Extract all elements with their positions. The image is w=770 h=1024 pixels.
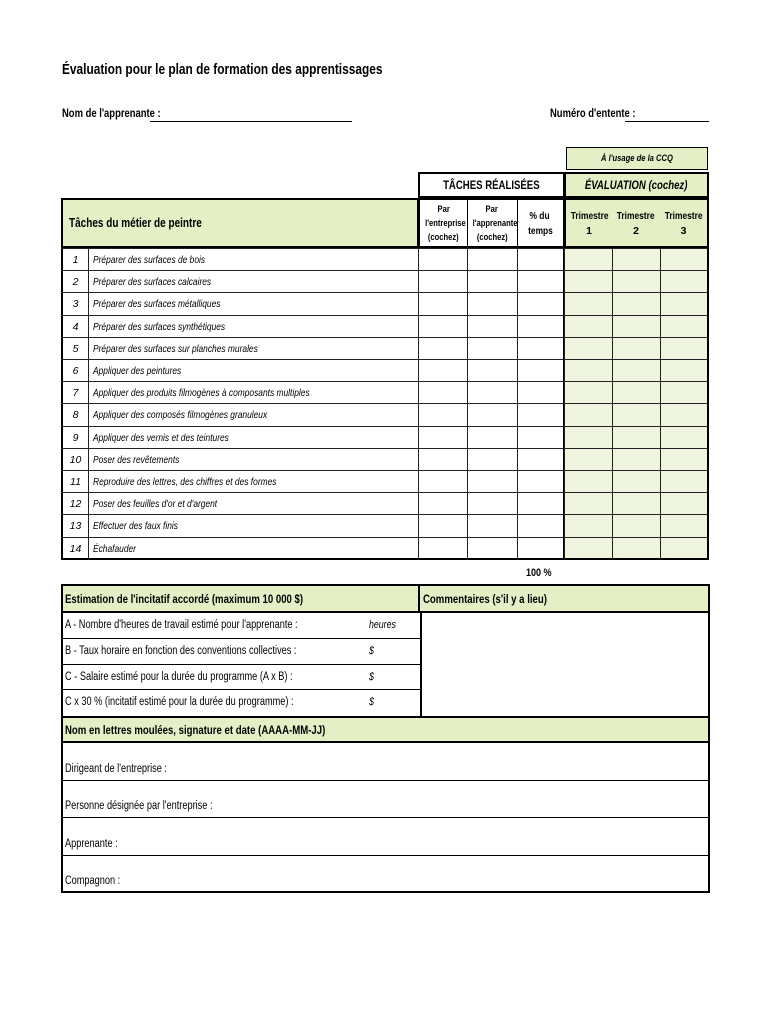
cell-quarter-2[interactable] (612, 292, 661, 315)
incentive-line-unit: $ (369, 644, 374, 657)
row-number (61, 381, 89, 404)
cell-quarter-3[interactable] (660, 403, 709, 426)
cell-by-company[interactable] (418, 448, 468, 471)
completed-tasks-header: TÂCHES RÉALISÉES (418, 172, 565, 198)
row-number-text: 14 (69, 542, 82, 555)
cell-by-apprentice[interactable] (467, 403, 518, 426)
incentive-line[interactable] (63, 639, 420, 665)
row-task-text: Appliquer des vernis et des teintures (93, 431, 229, 444)
signature-line[interactable] (63, 818, 708, 856)
signature-line[interactable] (63, 781, 708, 819)
cell-quarter-3[interactable] (660, 270, 709, 293)
cell-by-apprentice[interactable] (467, 337, 518, 360)
cell-time-percent[interactable] (517, 403, 565, 426)
incentive-line-unit: $ (369, 670, 374, 683)
cell-by-company[interactable] (418, 426, 468, 449)
row-task-text: Appliquer des produits filmogènes à composants multiples (93, 387, 310, 400)
cell-quarter-2[interactable] (612, 381, 661, 404)
row-number-text: 3 (72, 298, 79, 311)
signature-line[interactable] (63, 743, 708, 781)
cell-by-apprentice[interactable] (467, 470, 518, 493)
quarter-1-header: Trimestre 1 (564, 198, 613, 248)
cell-quarter-2[interactable] (612, 248, 661, 271)
cell-time-percent[interactable] (517, 315, 565, 338)
cell-quarter-1[interactable] (564, 403, 613, 426)
signature-line-label: Apprenante : (65, 837, 118, 850)
quarter-2-header: Trimestre 2 (612, 198, 661, 248)
row-number (61, 337, 89, 360)
row-number-text: 6 (72, 365, 79, 377)
cell-quarter-3[interactable] (660, 337, 709, 360)
row-task (88, 359, 419, 382)
incentive-line-unit: $ (369, 696, 374, 709)
row-number-text: 12 (69, 498, 82, 511)
cell-quarter-2[interactable] (612, 337, 661, 360)
row-task (88, 514, 419, 537)
row-task-text: Appliquer des peintures (93, 365, 182, 377)
cell-time-percent[interactable] (517, 470, 565, 493)
cell-quarter-3[interactable] (660, 492, 709, 515)
cell-by-apprentice[interactable] (467, 359, 518, 382)
cell-quarter-3[interactable] (660, 448, 709, 471)
evaluation-header: ÉVALUATION (cochez) (564, 172, 709, 198)
cell-by-company[interactable] (418, 270, 468, 293)
row-task-text: Poser des feuilles d'or et d'argent (93, 498, 218, 511)
row-number (61, 448, 89, 471)
incentive-line[interactable] (63, 665, 420, 691)
row-task (88, 292, 419, 315)
row-task (88, 270, 419, 293)
cell-by-apprentice[interactable] (467, 292, 518, 315)
cell-quarter-1[interactable] (564, 315, 613, 338)
row-number-text: 13 (69, 520, 82, 533)
row-number (61, 426, 89, 449)
row-number-text: 10 (69, 453, 82, 466)
cell-quarter-1[interactable] (564, 292, 613, 315)
cell-time-percent[interactable] (517, 292, 565, 315)
incentive-line-unit: heures (369, 619, 396, 631)
apprentice-name-field[interactable] (150, 121, 352, 122)
cell-by-company[interactable] (418, 470, 468, 493)
cell-quarter-1[interactable] (564, 448, 613, 471)
cell-by-apprentice[interactable] (467, 492, 518, 515)
incentive-line[interactable] (63, 690, 420, 716)
cell-by-apprentice[interactable] (467, 426, 518, 449)
cell-by-company[interactable] (418, 381, 468, 404)
tasks-column-header: Tâches du métier de peintre (61, 198, 419, 248)
agreement-number-field[interactable] (625, 121, 709, 122)
row-task (88, 470, 419, 493)
row-task-text: Poser des revêtements (93, 453, 180, 466)
row-number (61, 537, 89, 560)
row-task (88, 381, 419, 404)
cell-quarter-2[interactable] (612, 470, 661, 493)
cell-quarter-1[interactable] (564, 514, 613, 537)
row-task (88, 337, 419, 360)
row-task-text: Appliquer des composés filmogènes granuleux (93, 409, 268, 422)
cell-quarter-3[interactable] (660, 537, 709, 560)
row-number-text: 7 (72, 387, 79, 400)
row-number (61, 270, 89, 293)
cell-time-percent[interactable] (517, 270, 565, 293)
cell-by-apprentice[interactable] (467, 448, 518, 471)
cell-time-percent[interactable] (517, 537, 565, 560)
cell-time-percent[interactable] (517, 514, 565, 537)
row-task-text: Préparer des surfaces de bois (93, 254, 206, 266)
cell-quarter-2[interactable] (612, 492, 661, 515)
row-task-text: Préparer des surfaces calcaires (93, 276, 212, 289)
cell-by-company[interactable] (418, 359, 468, 382)
cell-quarter-3[interactable] (660, 426, 709, 449)
document-title: Évaluation pour le plan de formation des apprentissages (62, 62, 383, 78)
row-number (61, 359, 89, 382)
apprentice-name-label: Nom de l'apprenante : (62, 108, 161, 120)
signatures-header: Nom en lettres moulées, signature et date (AAAA-MM-JJ) (63, 716, 708, 743)
row-task-text: Préparer des surfaces sur planches murales (93, 342, 258, 355)
ccq-usage-label: À l'usage de la CCQ (566, 147, 708, 170)
incentive-line-label: B - Taux horaire en fonction des conventions collectives : (65, 644, 297, 657)
row-number (61, 292, 89, 315)
row-number-text: 9 (72, 431, 79, 444)
cell-by-company[interactable] (418, 492, 468, 515)
cell-by-apprentice[interactable] (467, 537, 518, 560)
incentive-header: Estimation de l'incitatif accordé (maximum 10 000 $) (63, 586, 420, 613)
cell-by-company[interactable] (418, 537, 468, 560)
row-number (61, 403, 89, 426)
cell-quarter-2[interactable] (612, 270, 661, 293)
incentive-line-label: C - Salaire estimé pour la durée du programme (A x B) : (65, 670, 293, 683)
cell-time-percent[interactable] (517, 448, 565, 471)
row-task (88, 403, 419, 426)
cell-by-apprentice[interactable] (467, 315, 518, 338)
cell-quarter-3[interactable] (660, 514, 709, 537)
cell-quarter-1[interactable] (564, 248, 613, 271)
cell-quarter-2[interactable] (612, 426, 661, 449)
cell-quarter-1[interactable] (564, 270, 613, 293)
row-number-text: 8 (72, 409, 79, 422)
cell-quarter-1[interactable] (564, 381, 613, 404)
row-task (88, 248, 419, 271)
cell-quarter-3[interactable] (660, 359, 709, 382)
by-company-header: Par l'entreprise (cochez) (418, 198, 468, 248)
row-number (61, 470, 89, 493)
row-task (88, 492, 419, 515)
cell-by-apprentice[interactable] (467, 514, 518, 537)
cell-by-company[interactable] (418, 315, 468, 338)
cell-quarter-3[interactable] (660, 248, 709, 271)
cell-quarter-2[interactable] (612, 514, 661, 537)
cell-quarter-1[interactable] (564, 426, 613, 449)
incentive-line-label: A - Nombre d'heures de travail estimé pour l'apprenante : (65, 619, 298, 631)
cell-by-apprentice[interactable] (467, 270, 518, 293)
cell-quarter-1[interactable] (564, 537, 613, 560)
cell-by-company[interactable] (418, 248, 468, 271)
cell-quarter-2[interactable] (612, 537, 661, 560)
row-number (61, 492, 89, 515)
signature-line-label: Personne désignée par l'entreprise : (65, 800, 213, 812)
row-task (88, 448, 419, 471)
comments-header: Commentaires (s'il y a lieu) (420, 586, 708, 613)
cell-time-percent[interactable] (517, 248, 565, 271)
incentive-line[interactable] (63, 613, 420, 639)
signature-line-label: Dirigeant de l'entreprise : (65, 762, 167, 775)
cell-by-company[interactable] (418, 403, 468, 426)
cell-by-apprentice[interactable] (467, 248, 518, 271)
incentive-line-label: C x 30 % (incitatif estimé pour la durée du programme) : (65, 696, 294, 709)
cell-by-company[interactable] (418, 337, 468, 360)
row-task-text: Préparer des surfaces synthétiques (93, 320, 226, 333)
row-task-text: Échafauder (93, 542, 136, 555)
row-task (88, 537, 419, 560)
cell-by-company[interactable] (418, 292, 468, 315)
time-percent-header: % du temps (517, 198, 565, 248)
row-number-text: 2 (72, 276, 79, 289)
cell-by-company[interactable] (418, 514, 468, 537)
cell-quarter-1[interactable] (564, 470, 613, 493)
cell-quarter-2[interactable] (612, 315, 661, 338)
cell-quarter-3[interactable] (660, 470, 709, 493)
cell-quarter-3[interactable] (660, 292, 709, 315)
cell-quarter-3[interactable] (660, 381, 709, 404)
cell-time-percent[interactable] (517, 492, 565, 515)
row-number-text: 5 (72, 342, 79, 355)
cell-time-percent[interactable] (517, 337, 565, 360)
quarter-3-header: Trimestre 3 (660, 198, 709, 248)
agreement-number-label: Numéro d'entente : (550, 108, 636, 120)
row-number (61, 315, 89, 338)
row-task (88, 315, 419, 338)
signature-line[interactable] (63, 856, 708, 894)
row-number (61, 248, 89, 271)
row-task-text: Reproduire des lettres, des chiffres et des formes (93, 476, 277, 488)
cell-quarter-1[interactable] (564, 337, 613, 360)
cell-quarter-2[interactable] (612, 403, 661, 426)
signature-line-label: Compagnon : (65, 875, 121, 887)
cell-quarter-2[interactable] (612, 448, 661, 471)
row-task-text: Préparer des surfaces métalliques (93, 298, 221, 311)
row-task-text: Effectuer des faux finis (93, 520, 178, 533)
cell-by-apprentice[interactable] (467, 381, 518, 404)
row-number (61, 514, 89, 537)
total-percent: 100 % (526, 567, 552, 579)
cell-time-percent[interactable] (517, 426, 565, 449)
row-task (88, 426, 419, 449)
row-number-text: 4 (72, 320, 79, 333)
cell-time-percent[interactable] (517, 359, 565, 382)
cell-quarter-2[interactable] (612, 359, 661, 382)
row-number-text: 1 (72, 254, 79, 266)
comments-field[interactable] (420, 613, 708, 716)
cell-quarter-3[interactable] (660, 315, 709, 338)
by-apprentice-header: Par l'apprenante (cochez) (467, 198, 518, 248)
row-number-text: 11 (70, 476, 81, 488)
cell-time-percent[interactable] (517, 381, 565, 404)
cell-quarter-1[interactable] (564, 359, 613, 382)
cell-quarter-1[interactable] (564, 492, 613, 515)
